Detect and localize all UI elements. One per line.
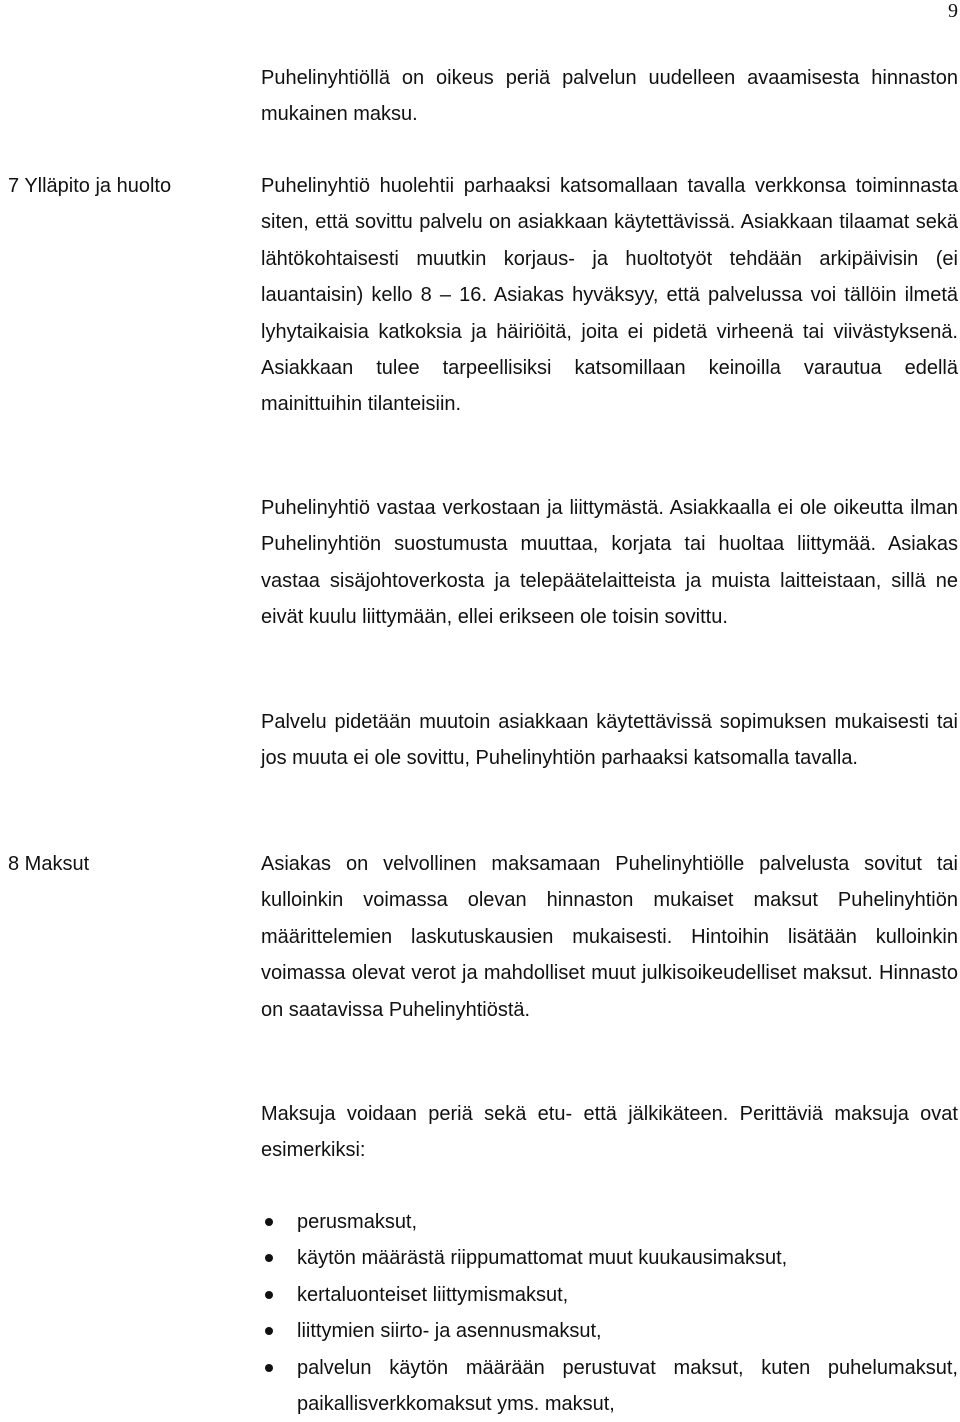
list-item-text: liittymien siirto- ja asennusmaksut, [297,1320,602,1343]
paragraph-maintenance-3: Palvelu pidetään muutoin asiakkaan käytettävissä sopimuksen mukaisesti tai jos muuta ei ole sovittu, Puhelinyhtiön parhaaksi katsomalla tavalla. [261,711,958,770]
list-item [261,1204,958,1240]
list-item [261,1313,958,1349]
bullet-icon [265,1218,273,1226]
fees-bullet-list [261,1204,958,1422]
list-item-text: perusmaksut, [297,1211,418,1233]
section-heading-8-fees: 8 Maksut [8,853,90,875]
paragraph-maintenance-2: Puhelinyhtiö vastaa verkostaan ja liittymästä. Asiakkaalla ei ole oikeutta ilman Puhelinyhtiön suostumusta muuttaa, korjata tai huoltaa liittymää. Asiakas vastaa sisäjohtoverkosta ja telepäätelaitteista ja muista laitteistaan, sillä ne eivät kuulu liittymään, ellei erikseen ole toisin sovittu. [261,497,958,629]
list-item-text: palvelun käytön määrään perustuvat maksut, kuten puhelumaksut, paikallisverkkomaksut yms. maksut, [297,1356,958,1416]
list-item [261,1277,958,1313]
paragraph-service-reopening-fee: Puhelinyhtiöllä on oikeus periä palvelun uudelleen avaamisesta hinnaston mukainen maksu. [261,67,958,126]
bullet-icon [265,1327,273,1335]
list-item [261,1240,958,1276]
paragraph-maintenance-1: Puhelinyhtiö huolehtii parhaaksi katsomallaan tavalla verkkonsa toiminnasta siten, että sovittu palvelu on asiakkaan käytettävissä. Asiakkaan tilaamat sekä lähtökohtaisesti muutkin korjaus- ja huoltotyöt tehdään arkipäivisin (ei lauantaisin) kello 8 – 16. Asiakas hyväksyy, että palvelussa voi tällöin ilmetä lyhytaikaisia katkoksia ja häiriöitä, joita ei pidetä virheenä tai viivästyksenä. Asiakkaan tulee tarpeellisiksi katsomillaan keinoilla varautua edellä mainittuihin tilanteisiin. [261,175,958,416]
bullet-icon [265,1254,273,1262]
list-item [261,1350,958,1422]
paragraph-fees-1: Asiakas on velvollinen maksamaan Puhelinyhtiölle palvelusta sovitut tai kulloinkin voimassa olevan hinnaston mukaiset maksut Puhelinyhtiön määrittelemien laskutuskausien mukaisesti. Hintoihin lisätään kulloinkin voimassa olevat verot ja mahdolliset muut julkisoikeudelliset maksut. Hinnasto on saatavissa Puhelinyhtiöstä. [261,853,958,1021]
page-number: 9 [948,0,958,22]
bullet-icon [265,1364,273,1372]
list-item-text: käytön määrästä riippumattomat muut kuukausimaksut, [297,1247,788,1270]
section-heading-7-maintenance: 7 Ylläpito ja huolto [8,175,172,197]
list-item-text: kertaluonteiset liittymismaksut, [297,1283,569,1306]
paragraph-fees-2: Maksuja voidaan periä sekä etu- että jälkikäteen. Perittäviä maksuja ovat esimerkiksi: [261,1103,958,1162]
bullet-icon [265,1291,273,1299]
